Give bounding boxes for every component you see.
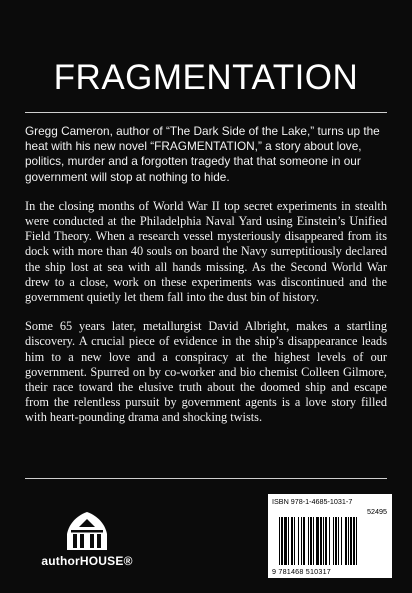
blurb-paragraph-2: In the closing months of World War II top secret experiments in stealth were conducted at the Philadelphia Naval Yard using Einstein’s Unified Field Theory. When a research vessel mysteriously disappeared from its dock with more than 40 souls on board the Navy surreptitiously declared the ship lost at sea with all hands missing. As the Second World War drew to a close, work on these experiments was discontinued and the government quietly let them fall into the dust bin of history. — [25, 198, 387, 305]
publisher-logo — [32, 510, 142, 580]
blurb-paragraph-3: Some 65 years later, metallurgist David Albright, makes a startling discovery. A crucial piece of evidence in the ship’s disappearance leads him to a new love and a conspiracy at the highest levels of our government. Spurred on by co-worker and bio chemist Colleen Gilmore, their race toward the elusive truth about the doomed ship and escape from the relentless pursuit by government agents is a love story filled with heart-pounding drama and shocking twists. — [25, 319, 387, 425]
price-code: 52495 — [367, 507, 387, 516]
isbn-number: ISBN 978-1-4685-1031-7 — [272, 497, 353, 506]
barcode-bars — [273, 517, 387, 567]
blurb-paragraph-1: Gregg Cameron, author of “The Dark Side of the Lake,” turns up the heat with his new novel “FRAGMENTATION,” a story about love, politics, murder and a forgotten tragedy that that someone in our government will stop at nothing to hide. — [25, 124, 380, 184]
house-columns-icon — [64, 510, 110, 552]
barcode-digits: 9 781468 510317 — [272, 567, 331, 576]
book-title: FRAGMENTATION — [53, 58, 359, 97]
publisher-name: authorHOUSE® — [41, 554, 133, 568]
isbn-barcode — [268, 494, 392, 578]
bottom-divider — [25, 478, 387, 479]
back-cover-blurb — [25, 124, 387, 440]
top-divider — [25, 112, 387, 113]
